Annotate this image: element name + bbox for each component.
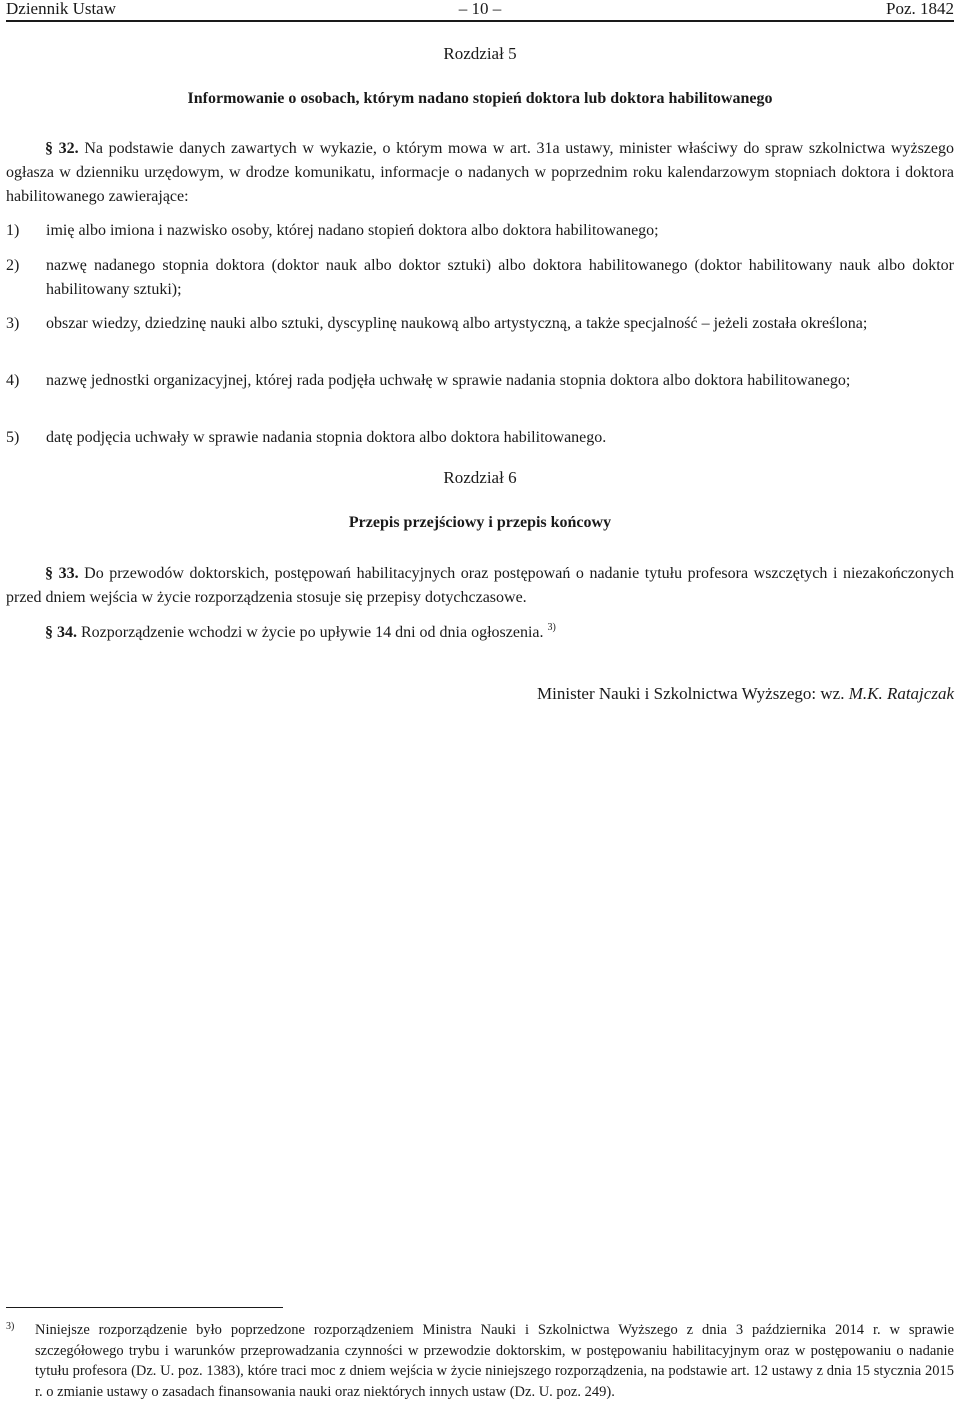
list-item-text: nazwę nadanego stopnia doktora (doktor nauk albo doktor sztuki) albo doktora habilitowanego (doktor habilitowany nauk albo doktor habilitowany sztuki);	[46, 257, 954, 298]
chapter-6-title: Przepis przejściowy i przepis końcowy	[348, 514, 612, 531]
position-number: Poz. 1842	[886, 0, 954, 18]
page-number: – 10 –	[458, 0, 502, 18]
list-item	[6, 219, 954, 243]
list-item-number: 4)	[6, 372, 20, 389]
footnote-marker: 3)	[6, 1321, 15, 1332]
list-item	[6, 426, 954, 450]
section-34	[6, 621, 954, 645]
list-item-text: nazwę jednostki organizacyjnej, której rada podjęła uchwałę w sprawie nadania stopnia doktora albo doktora habilitowanego;	[46, 372, 851, 389]
chapter-5-title: Informowanie o osobach, którym nadano stopień doktora lub doktora habilitowanego	[187, 90, 773, 107]
section-33	[6, 562, 954, 610]
page-header	[6, 0, 954, 22]
section-33-label: § 33.	[45, 565, 79, 582]
list-item-text: obszar wiedzy, dziedzinę nauki albo sztuki, dyscyplinę naukową albo artystyczną, a także specjalność – jeżeli została określona;	[46, 315, 868, 332]
list-item-text: datę podjęcia uchwały w sprawie nadania stopnia doktora albo doktora habilitowanego.	[46, 429, 607, 446]
footnote-separator	[6, 1307, 283, 1308]
list-item	[6, 369, 954, 393]
footnote-reference[interactable]: 3)	[547, 622, 556, 633]
list-item-number: 1)	[6, 222, 20, 239]
section-32-text: Na podstawie danych zawartych w wykazie, o którym mowa w art. 31a ustawy, minister właściwy do spraw szkolnictwa wyższego ogłasza w dzienniku urzędowym, w drodze komunikatu, informacje o nadanych w poprzednim roku kalendarzowym stopniach doktora i doktora habilitowanego zawierające:	[6, 140, 955, 205]
section-32-intro	[6, 137, 954, 209]
chapter-5-number: Rozdział 5	[443, 44, 517, 63]
signature	[537, 684, 954, 704]
chapter-6-number: Rozdział 6	[443, 468, 517, 487]
list-item	[6, 312, 954, 336]
signature-name: M.K. Ratajczak	[848, 684, 954, 703]
list-item-number: 3)	[6, 315, 20, 332]
list-item-text: imię albo imiona i nazwisko osoby, której nadano stopień doktora albo doktora habilitowanego;	[46, 222, 659, 239]
footnote-text: Niniejsze rozporządzenie było poprzedzone rozporządzeniem Ministra Nauki i Szkolnictwa Wyższego z dnia 3 października 2014 r. w sprawie szczegółowego trybu i warunków przeprowadzania czynności w przewodzie doktorskim, w postępowaniu habilitacyjnym oraz w postępowaniu o nadanie tytułu profesora (Dz. U. poz. 1383), które traci moc z dniem wejścia w życie niniejszego rozporządzenia, na podstawie art. 12 ustawy z dnia 15 stycznia 2015 r. o zmianie ustawy o zasadach finansowania nauki oraz niektórych innych ustaw (Dz. U. poz. 249).	[35, 1322, 954, 1400]
section-34-label: § 34.	[45, 624, 77, 641]
footnote	[6, 1320, 954, 1402]
signature-role: Minister Nauki i Szkolnictwa Wyższego: wz.	[537, 684, 845, 703]
section-32-label: § 32.	[45, 140, 79, 157]
list-item-number: 5)	[6, 429, 20, 446]
section-34-text: Rozporządzenie wchodzi w życie po upływie 14 dni od dnia ogłoszenia.	[81, 624, 544, 641]
section-33-text: Do przewodów doktorskich, postępowań habilitacyjnych oraz postępowań o nadanie tytułu profesora wszczętych i niezakończonych przed dniem wejścia w życie rozporządzenia stosuje się przepisy dotychczasowe.	[6, 565, 955, 606]
journal-name: Dziennik Ustaw	[6, 0, 117, 18]
list-item	[6, 254, 954, 302]
list-item-number: 2)	[6, 257, 20, 274]
